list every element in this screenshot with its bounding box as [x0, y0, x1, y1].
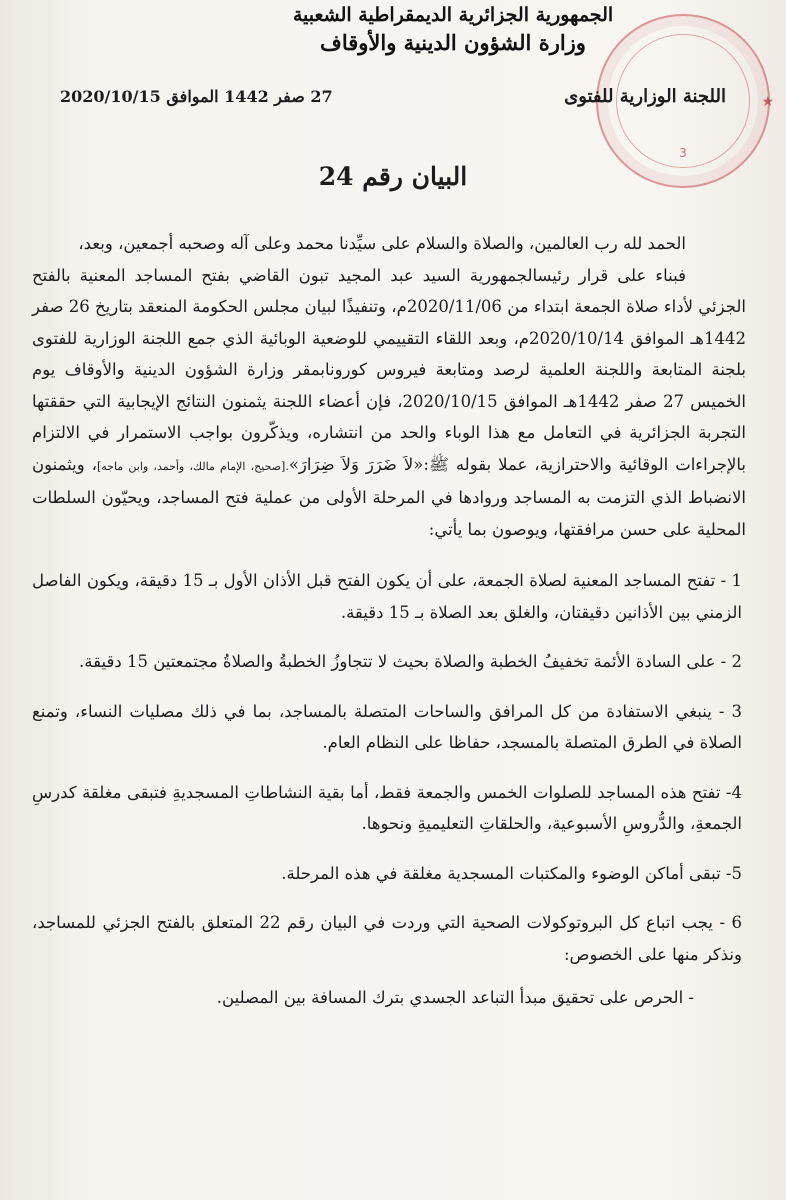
- main-text-end: ، ويثمنون الانضباط الذي التزمت به المساجد وروادها في المرحلة الأولى من عملية فتح المساجد، ويحيّون السلطات المحلية على حسن مرافقتها، ويوصون بما يأتي:: [32, 454, 746, 539]
- meta-row: [60, 86, 726, 107]
- document-body: [32, 228, 746, 1014]
- document-title: البيان رقم 24: [318, 162, 468, 191]
- stamp-star-icon: ★: [761, 94, 774, 110]
- header-ministry: وزارة الشؤون الدينية والأوقاف: [320, 30, 586, 55]
- recommendation-item-4: 4- تفتح هذه المساجد للصلوات الخمس والجمعة فقط، أما بقية النشاطاتِ المسجديةِ فتبقى مغلقة كدرسِ الجمعةِ، والدُّروسِ الأسبوعية، والحلقاتِ التعليميةِ ونحوها.: [32, 782, 742, 833]
- document-date: 27 صفر 1442 الموافق 2020/10/15: [60, 87, 333, 106]
- hadith-quote: «لاَ ضَرَرَ وَلاَ ضِرَارَ»: [288, 454, 424, 474]
- header-republic: الجمهورية الجزائرية الديمقراطية الشعبية: [292, 4, 614, 26]
- main-text: فبناء على قرار رئيسالجمهورية السيد عبد المجيد تبون القاضي بفتح المساجد المعنية بالفتح الجزئي لأداء صلاة الجمعة ابتداء من 2020/11/06م، وتنفيذًا لبيان مجلس الحكومة المنعقد بتاريخ 26 صفر 1442هـ الموافق 2020/10/14م، وبعد اللقاء التقييمي للوضعية الوبائية الذي جمع اللجنة الوزارية للفتوى بلجنة المتابعة واللجنة العلمية لرصد ومتابعة فيروس كورونابمقر وزارة الشؤون الدينية والأوقاف يوم الخميس 27 صفر 1442هـ الموافق 2020/10/15، فإن أعضاء اللجنة يثمنون النتائج الإيجابية التي حققتها التجربة الجزائرية في التعامل مع هذا الوباء والحد من انتشاره، ويذكّرون بواجب الاستمرار في الالتزام بالإجراءات الوقائية والاحترازية، عملا بقوله ﷺ:: [32, 265, 747, 474]
- main-paragraph: [32, 260, 746, 546]
- stamp-number: 3: [679, 146, 687, 160]
- recommendation-item-6: 6 - يجب اتباع كل البروتوكولات الصحية التي وردت في البيان رقم 22 المتعلق بالفتح الجزئي للمساجد، ونذكر منها على الخصوص:: [32, 913, 743, 964]
- recommendation-item-1: 1 - تفتح المساجد المعنية لصلاة الجمعة، على أن يكون الفتح قبل الأذان الأول بـ 15 دقيقة، ويكون الفاصل الزمني بين الأذانين دقيقتان، والغلق بعد الصلاة بـ 15 دقيقة.: [32, 571, 742, 622]
- recommendation-item-5: 5- تبقى أماكن الوضوء والمكتبات المسجدية مغلقة في هذه المرحلة.: [281, 863, 742, 883]
- recommendation-item-3: 3 - ينبغي الاستفادة من كل المرافق والساحات المتصلة بالمساجد، بما في ذلك مصليات النساء، وتمنع الصلاة في الطرق المتصلة بالمسجد، حفاظا على النظام العام.: [32, 701, 742, 752]
- committee-name: اللجنة الوزارية للفتوى: [564, 86, 726, 107]
- recommendation-item-2: 2 - على السادة الأئمة تخفيفُ الخطبة والصلاة بحيث لا تتجاوزُ الخطبةُ والصلاةُ مجتمعتين 15 دقيقة.: [79, 652, 742, 671]
- protocol-bullet: - الحرص على تحقيق مبدأ التباعد الجسدي بترك المسافة بين المصلين.: [216, 988, 694, 1007]
- intro-paragraph: الحمد لله رب العالمين، والصلاة والسلام على سيِّدنا محمد وعلى آله وصحبه أجمعين، وبعد،: [78, 234, 686, 253]
- hadith-citation: .[صحيح، الإمام مالك، وأحمد، وابن ماجه]: [96, 459, 289, 473]
